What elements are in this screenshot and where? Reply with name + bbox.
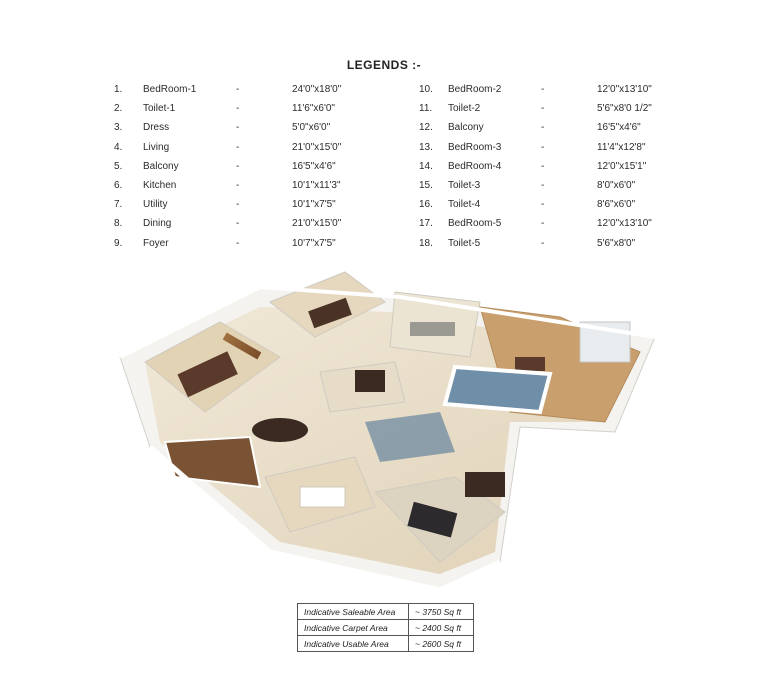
area-label: Indicative Usable Area <box>298 636 409 652</box>
area-label: Indicative Carpet Area <box>298 620 409 636</box>
table-row <box>298 620 474 636</box>
area-summary-table <box>297 603 474 652</box>
legends-heading: LEGENDS :- <box>346 58 422 72</box>
table-row <box>298 604 474 620</box>
area-value: ~ 2400 Sq ft <box>409 620 474 636</box>
area-label: Indicative Saleable Area <box>298 604 409 620</box>
table-row <box>298 636 474 652</box>
area-value: ~ 2600 Sq ft <box>409 636 474 652</box>
floor-plan-3d-render <box>110 262 655 592</box>
area-value: ~ 3750 Sq ft <box>409 604 474 620</box>
